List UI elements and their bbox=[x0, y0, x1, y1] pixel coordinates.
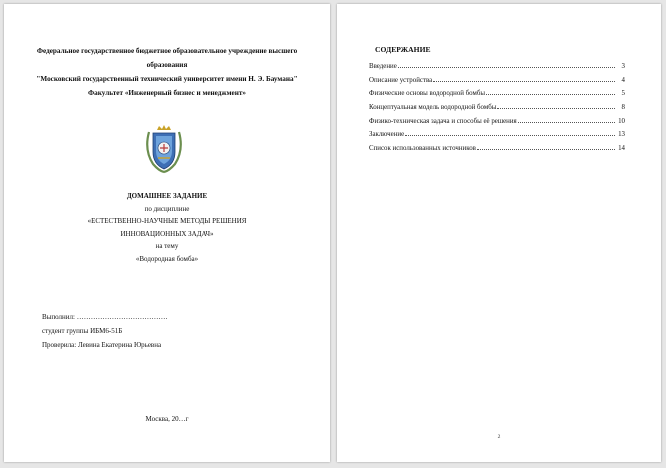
page-number: 2 bbox=[497, 434, 501, 440]
toc-entry[interactable] bbox=[369, 59, 625, 73]
toc-entry[interactable] bbox=[369, 100, 625, 114]
toc-entry-page: 13 bbox=[618, 131, 625, 139]
header-line: Федеральное государственное бюджетное образовательное учреждение высшего bbox=[36, 47, 298, 55]
toc-entry[interactable] bbox=[369, 141, 625, 155]
header-line: "Московский государственный технический университет имени Н. Э. Баумана" bbox=[36, 75, 298, 83]
header-line: Факультет «Инженерный бизнес и менеджмент» bbox=[88, 89, 246, 97]
assignment-block bbox=[24, 190, 310, 266]
toc-entry[interactable] bbox=[369, 86, 625, 100]
signature-block bbox=[42, 311, 310, 352]
topic-line: «Водородная бомба» bbox=[135, 254, 199, 263]
toc-entry-page: 3 bbox=[621, 63, 625, 70]
toc-entry[interactable] bbox=[369, 127, 625, 141]
toc-entry-title: Список использованных источников bbox=[369, 145, 476, 153]
toc-entry-page: 14 bbox=[618, 145, 625, 153]
university-crest-icon bbox=[143, 124, 185, 174]
toc-entry-title: Введение bbox=[369, 63, 397, 70]
toc-list bbox=[369, 59, 625, 155]
toc-entry-title: Описание устройства bbox=[369, 76, 433, 84]
toc-leader bbox=[433, 73, 615, 82]
performed-by: Выполнил: ………………………………… bbox=[42, 313, 168, 321]
header-line: образования bbox=[146, 61, 188, 69]
toc-entry-page: 4 bbox=[621, 76, 625, 84]
toc-leader bbox=[486, 86, 615, 95]
toc-entry-title: Физико-техническая задача и способы её решения bbox=[369, 117, 517, 125]
city-year: Москва, 20…г bbox=[145, 415, 189, 423]
toc-entry-page: 8 bbox=[621, 104, 625, 112]
discipline-line: ИННОВАЦИОННЫХ ЗАДАЧ» bbox=[120, 229, 214, 238]
toc-leader bbox=[518, 114, 615, 123]
toc-entry[interactable] bbox=[369, 114, 625, 128]
toc-entry-title: Заключение bbox=[369, 131, 405, 139]
toc-leader bbox=[497, 100, 615, 109]
assignment-line: по дисциплине bbox=[144, 204, 190, 213]
toc-leader bbox=[405, 127, 615, 136]
toc-entry-title: Концептуальная модель водородной бомбы bbox=[369, 104, 497, 112]
toc-entry-title: Физические основы водородной бомбы bbox=[369, 90, 485, 98]
assignment-title: ДОМАШНЕЕ ЗАДАНИЕ bbox=[126, 192, 208, 200]
toc-entry[interactable] bbox=[369, 73, 625, 87]
student-group: студент группы ИБМ6-51Б bbox=[42, 326, 123, 335]
toc-entry-page: 10 bbox=[618, 117, 625, 125]
checked-by: Проверила: Левина Екатерина Юрьевна bbox=[42, 340, 162, 349]
title-page bbox=[4, 4, 330, 462]
contents-page bbox=[337, 4, 661, 462]
toc-leader bbox=[398, 59, 615, 68]
institution-header bbox=[26, 44, 308, 100]
toc-entry-page: 5 bbox=[621, 90, 625, 98]
toc-heading: СОДЕРЖАНИЕ bbox=[375, 45, 431, 54]
discipline-line: «ЕСТЕСТВЕННО-НАУЧНЫЕ МЕТОДЫ РЕШЕНИЯ bbox=[87, 217, 247, 226]
assignment-line: на тему bbox=[155, 242, 179, 251]
toc-leader bbox=[477, 141, 615, 150]
